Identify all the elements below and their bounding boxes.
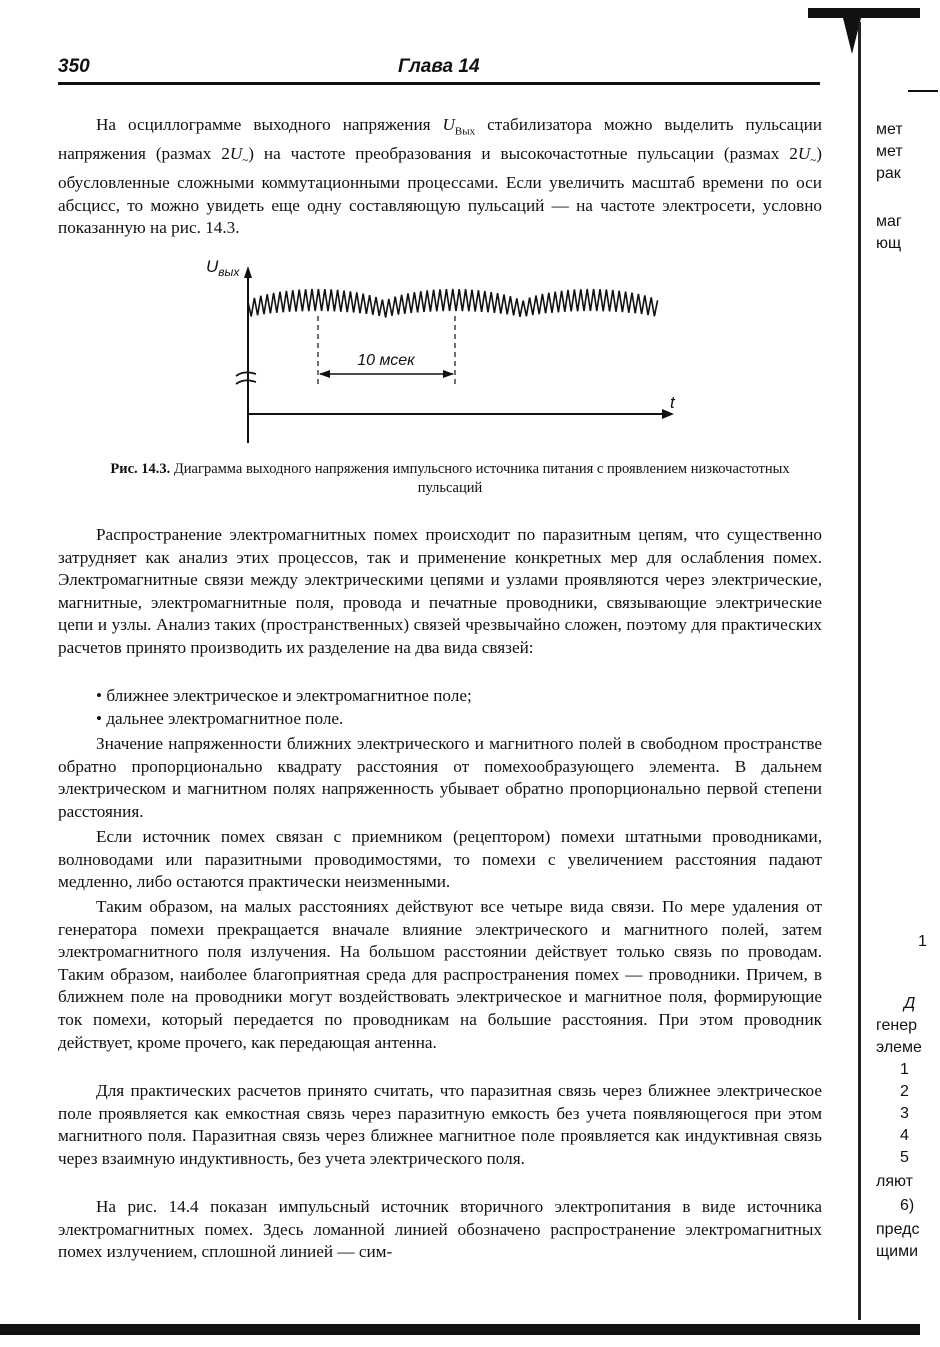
right-page-fragment: ющ [876, 235, 902, 252]
right-page-fragment: 5 [900, 1149, 909, 1166]
binding-edge [858, 22, 861, 1320]
right-page-fragment: 1 [900, 1061, 909, 1078]
right-page-fragment: ляют [876, 1173, 913, 1190]
paragraph-1: Распространение электромагнитных помех происходит по паразитным цепям, что существенно затрудняет как анализ этих процессов, так и применение конкретных мер для ослабления помех. Электромагнитные связи между электрическими цепями и узлами проявляются через электрические, магнитные, электромагнитные поля, провода и печатные проводники, связывающие электрические цепи и узлы. Анализ таких (пространственных) связей чрезвычайно сложен, поэтому для практических расчетов принято производить их разделение на два вида связей: [58, 525, 822, 657]
ripple-waveform [248, 289, 658, 318]
paragraph-4: Таким образом, на малых расстояниях действуют все четыре вида связи. По мере удаления от генератора помехи прекращается вначале влияние электрического и магнитного полей, затем электромагнитного поля излучения. На большом расстоянии действует только связь по проводам. Таким образом, наиболее благоприятная среда для распространения помех — проводники. Причем, в ближнем поле на проводники могут воздействовать электрическое и магнитное поля, формирующие ток помехи, который передается по проводникам на большие расстояния. При этом проводник действует, кроме прочего, как передающая антенна. [58, 897, 822, 1052]
binding-edge-top [808, 8, 920, 18]
right-page-fragment: щими [876, 1243, 919, 1260]
intro-paragraph: На осциллограмме выходного напряжения $U_{Вых}$ стабилизатора можно выделить пульсации напряжения (размах $2U_\sim$) на частоте преобразования и высокочастотные пульсации (размах $2U_\sim$) обусловленные сложными коммутационными процессами. Если увеличить масштаб времени по оси абсцисс, то можно увидеть еще одну составляющую пульсаций — на частоте электросети, условно показанную на рис. 14.3. [58, 115, 822, 238]
right-page-fragment: 2 [900, 1083, 909, 1100]
interval-arrowhead-right [443, 370, 454, 378]
right-page-fragment: Д [904, 995, 916, 1012]
bullet-item-1: • ближнее электрическое и электромагнитное поле; [96, 686, 472, 705]
right-page-fragment: мет [876, 121, 903, 138]
bullet-item-2: • дальнее электромагнитное поле. [96, 709, 344, 728]
page-number: 350 [58, 56, 90, 77]
chapter-title: Глава 14 [398, 56, 480, 77]
axis-break [236, 372, 256, 384]
paragraph-3: Если источник помех связан с приемником (рецептором) помехи штатными проводниками, волноводами или паразитными проводимостями, то помехи с увеличением расстояния падают медленно, либо остаются практически неизменными. [58, 827, 822, 892]
right-page-fragment: мет [876, 143, 903, 160]
right-page-fragment: 4 [900, 1127, 909, 1144]
interval-label: 10 мсек [357, 352, 415, 369]
right-page-fragment: рак [876, 165, 901, 182]
page-bottom-edge [0, 1324, 920, 1335]
right-page-fragment: 1 [918, 933, 927, 950]
y-axis-label: $U_{вых}$ [206, 257, 240, 279]
x-axis-label: t [670, 393, 675, 412]
right-page-fragment: предс [876, 1221, 920, 1238]
right-page-fragment: 6) [900, 1197, 915, 1214]
figure-caption: Рис. 14.3. Диаграмма выходного напряжения импульсного источника питания с проявлением низкочастотных пульсаций [110, 461, 790, 496]
header-rule [58, 82, 820, 85]
ripple-diagram [190, 248, 690, 453]
right-page-fragment: элеме [876, 1039, 922, 1056]
right-page-fragment: генер [876, 1017, 918, 1034]
right-page-fragment: маг [876, 213, 902, 230]
paragraph-2: Значение напряженности ближних электрического и магнитного полей в свободном пространстве обратно пропорционально квадрату расстояния от помехообразующего элемента. В дальнем электрическом и магнитном полях напряженность убывает обратно пропорционально первой степени расстояния. [58, 734, 822, 821]
interval-arrowhead-left [319, 370, 330, 378]
y-axis-arrow [244, 266, 252, 278]
paragraph-5: Для практических расчетов принято считать, что паразитная связь через ближнее электрическое поле проявляется как емкостная связь через паразитную емкость без учета появляющегося при этом магнитного поля. Паразитная связь через ближнее магнитное поле проявляется как индуктивная связь через взаимную индуктивность, без учета электрического поля. [58, 1081, 822, 1168]
paragraph-6: На рис. 14.4 показан импульсный источник вторичного электропитания в виде источника электромагнитных помех. Здесь ломанной линией обозначено распространение электромагнитных помех излучением, сплошной линией — сим- [58, 1197, 822, 1262]
right-page-rule [908, 90, 938, 92]
right-page-fragment: 3 [900, 1105, 909, 1122]
